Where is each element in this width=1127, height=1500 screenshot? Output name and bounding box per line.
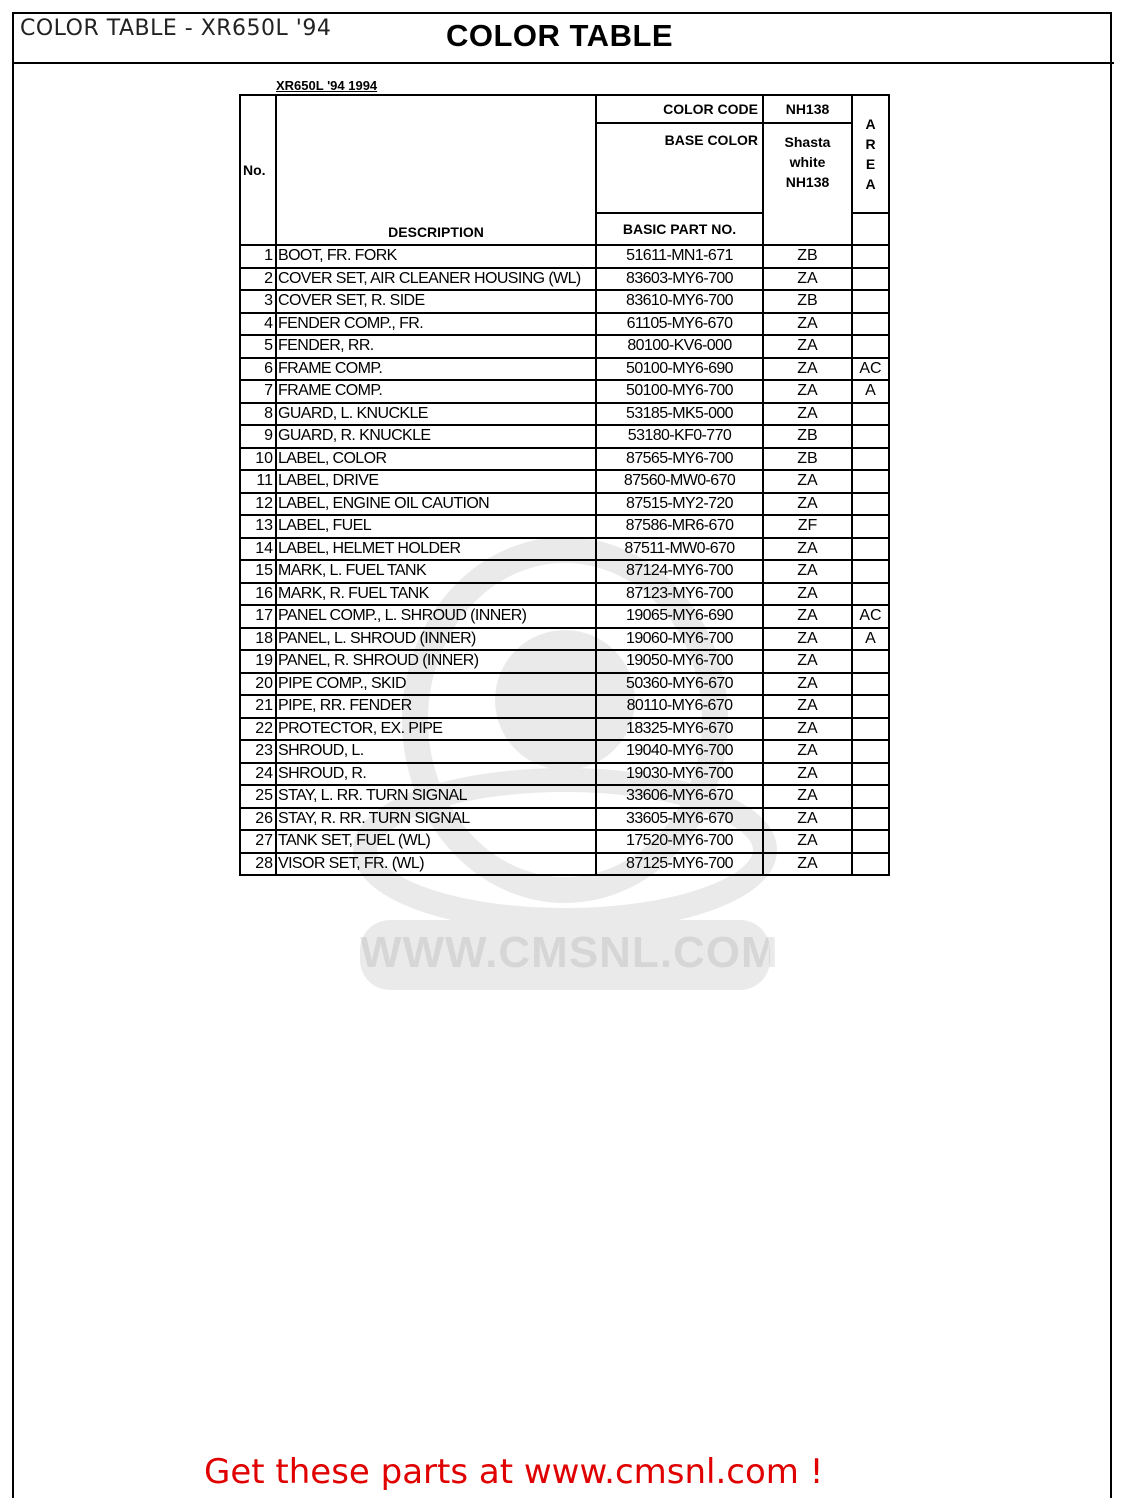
footer-link[interactable]: Get these parts at www.cmsnl.com ! (204, 1452, 824, 1492)
row-color-code: ZA (763, 785, 852, 808)
row-number: 27 (240, 830, 276, 853)
row-color-code: ZA (763, 335, 852, 358)
color-table (239, 94, 890, 876)
row-area (852, 853, 889, 876)
row-area (852, 290, 889, 313)
row-description: FENDER, RR. (276, 335, 596, 358)
row-part-number: 50100-MY6-700 (596, 380, 763, 403)
row-description: FENDER COMP., FR. (276, 313, 596, 336)
row-part-number: 61105-MY6-670 (596, 313, 763, 336)
row-number: 24 (240, 763, 276, 786)
row-description: FRAME COMP. (276, 358, 596, 381)
row-part-number: 87511-MW0-670 (596, 538, 763, 561)
row-area (852, 515, 889, 538)
row-description: STAY, R. RR. TURN SIGNAL (276, 808, 596, 831)
header-area: A R E A (852, 95, 889, 213)
row-color-code: ZA (763, 695, 852, 718)
row-area (852, 245, 889, 268)
row-color-code: ZB (763, 245, 852, 268)
header-code-value: NH138 (763, 95, 852, 123)
row-description: PIPE, RR. FENDER (276, 695, 596, 718)
row-description: LABEL, COLOR (276, 448, 596, 471)
row-number: 8 (240, 403, 276, 426)
table-row (240, 763, 889, 786)
row-color-code: ZA (763, 853, 852, 876)
header-divider (12, 62, 1114, 64)
row-number: 25 (240, 785, 276, 808)
row-color-code: ZA (763, 605, 852, 628)
row-color-code: ZA (763, 493, 852, 516)
table-row (240, 425, 889, 448)
row-number: 28 (240, 853, 276, 876)
row-area: A (852, 628, 889, 651)
row-area (852, 673, 889, 696)
row-number: 14 (240, 538, 276, 561)
row-part-number: 19030-MY6-700 (596, 763, 763, 786)
row-part-number: 80110-MY6-670 (596, 695, 763, 718)
row-color-code: ZA (763, 718, 852, 741)
row-part-number: 87565-MY6-700 (596, 448, 763, 471)
model-label: XR650L '94 1994 (276, 78, 378, 93)
row-part-number: 87125-MY6-700 (596, 853, 763, 876)
row-description: MARK, L. FUEL TANK (276, 560, 596, 583)
table-row (240, 628, 889, 651)
row-part-number: 33605-MY6-670 (596, 808, 763, 831)
row-part-number: 87586-MR6-670 (596, 515, 763, 538)
row-area (852, 740, 889, 763)
row-color-code: ZA (763, 380, 852, 403)
row-number: 16 (240, 583, 276, 606)
watermark-text: WWW.CMSNL.COM (360, 928, 779, 977)
row-number: 7 (240, 380, 276, 403)
table-row (240, 785, 889, 808)
row-color-code: ZA (763, 268, 852, 291)
row-color-code: ZA (763, 808, 852, 831)
table-row (240, 830, 889, 853)
row-area: A (852, 380, 889, 403)
table-row (240, 403, 889, 426)
row-part-number: 83603-MY6-700 (596, 268, 763, 291)
table-row (240, 560, 889, 583)
row-number: 17 (240, 605, 276, 628)
row-number: 1 (240, 245, 276, 268)
row-color-code: ZA (763, 403, 852, 426)
row-number: 15 (240, 560, 276, 583)
row-part-number: 19040-MY6-700 (596, 740, 763, 763)
row-color-code: ZA (763, 740, 852, 763)
row-part-number: 17520-MY6-700 (596, 830, 763, 853)
header-no: No. (240, 95, 276, 245)
row-description: PANEL, L. SHROUD (INNER) (276, 628, 596, 651)
table-row (240, 808, 889, 831)
row-description: STAY, L. RR. TURN SIGNAL (276, 785, 596, 808)
row-area (852, 830, 889, 853)
row-part-number: 80100-KV6-000 (596, 335, 763, 358)
row-area (852, 335, 889, 358)
table-row (240, 358, 889, 381)
row-description: GUARD, R. KNUCKLE (276, 425, 596, 448)
row-description: VISOR SET, FR. (WL) (276, 853, 596, 876)
row-color-code: ZB (763, 290, 852, 313)
row-color-code: ZB (763, 448, 852, 471)
row-color-code: ZA (763, 583, 852, 606)
row-color-code: ZA (763, 673, 852, 696)
table-row (240, 493, 889, 516)
table-row (240, 853, 889, 876)
row-description: MARK, R. FUEL TANK (276, 583, 596, 606)
row-part-number: 53180-KF0-770 (596, 425, 763, 448)
row-area (852, 560, 889, 583)
row-description: GUARD, L. KNUCKLE (276, 403, 596, 426)
row-area (852, 313, 889, 336)
table-row (240, 380, 889, 403)
row-color-code: ZA (763, 628, 852, 651)
table-row (240, 695, 889, 718)
header-base-color: BASE COLOR (596, 123, 763, 213)
row-part-number: 33606-MY6-670 (596, 785, 763, 808)
table-row (240, 538, 889, 561)
row-area (852, 470, 889, 493)
table-row (240, 290, 889, 313)
row-number: 10 (240, 448, 276, 471)
row-number: 18 (240, 628, 276, 651)
page-title: COLOR TABLE (446, 18, 674, 53)
row-description: SHROUD, L. (276, 740, 596, 763)
header-description: DESCRIPTION (276, 95, 596, 245)
row-number: 5 (240, 335, 276, 358)
table-row (240, 448, 889, 471)
row-description: SHROUD, R. (276, 763, 596, 786)
row-part-number: 87560-MW0-670 (596, 470, 763, 493)
row-number: 19 (240, 650, 276, 673)
row-color-code: ZA (763, 313, 852, 336)
header-area-blank (852, 213, 889, 245)
row-description: LABEL, DRIVE (276, 470, 596, 493)
row-area (852, 538, 889, 561)
row-number: 3 (240, 290, 276, 313)
row-number: 2 (240, 268, 276, 291)
table-row (240, 335, 889, 358)
row-number: 26 (240, 808, 276, 831)
table-row (240, 313, 889, 336)
row-color-code: ZA (763, 538, 852, 561)
row-area (852, 583, 889, 606)
row-part-number: 18325-MY6-670 (596, 718, 763, 741)
row-description: PIPE COMP., SKID (276, 673, 596, 696)
row-color-code: ZA (763, 358, 852, 381)
row-area (852, 493, 889, 516)
table-row (240, 583, 889, 606)
row-color-code: ZA (763, 650, 852, 673)
table-row (240, 673, 889, 696)
row-area: AC (852, 358, 889, 381)
table-row (240, 245, 889, 268)
table-row (240, 605, 889, 628)
row-description: PANEL COMP., L. SHROUD (INNER) (276, 605, 596, 628)
row-part-number: 87124-MY6-700 (596, 560, 763, 583)
row-part-number: 50100-MY6-690 (596, 358, 763, 381)
row-area (852, 808, 889, 831)
row-description: LABEL, FUEL (276, 515, 596, 538)
row-description: PROTECTOR, EX. PIPE (276, 718, 596, 741)
row-number: 13 (240, 515, 276, 538)
row-description: COVER SET, R. SIDE (276, 290, 596, 313)
row-color-code: ZA (763, 763, 852, 786)
row-area: AC (852, 605, 889, 628)
row-area (852, 718, 889, 741)
row-description: LABEL, HELMET HOLDER (276, 538, 596, 561)
row-description: PANEL, R. SHROUD (INNER) (276, 650, 596, 673)
row-part-number: 87515-MY2-720 (596, 493, 763, 516)
row-number: 12 (240, 493, 276, 516)
row-description: LABEL, ENGINE OIL CAUTION (276, 493, 596, 516)
header-base-value: Shasta white NH138 (763, 123, 852, 245)
row-number: 20 (240, 673, 276, 696)
table-row (240, 718, 889, 741)
header-basic-part-no: BASIC PART NO. (596, 213, 763, 245)
row-number: 23 (240, 740, 276, 763)
row-number: 21 (240, 695, 276, 718)
row-part-number: 83610-MY6-700 (596, 290, 763, 313)
table-row (240, 515, 889, 538)
row-area (852, 425, 889, 448)
row-color-code: ZA (763, 830, 852, 853)
row-part-number: 19065-MY6-690 (596, 605, 763, 628)
row-description: BOOT, FR. FORK (276, 245, 596, 268)
row-part-number: 19050-MY6-700 (596, 650, 763, 673)
document-title: COLOR TABLE - XR650L '94 (20, 16, 332, 41)
row-area (852, 695, 889, 718)
row-description: COVER SET, AIR CLEANER HOUSING (WL) (276, 268, 596, 291)
row-color-code: ZF (763, 515, 852, 538)
row-part-number: 53185-MK5-000 (596, 403, 763, 426)
row-part-number: 50360-MY6-670 (596, 673, 763, 696)
row-color-code: ZB (763, 425, 852, 448)
row-description: FRAME COMP. (276, 380, 596, 403)
row-number: 11 (240, 470, 276, 493)
row-color-code: ZA (763, 560, 852, 583)
row-part-number: 51611-MN1-671 (596, 245, 763, 268)
table-row (240, 470, 889, 493)
row-part-number: 87123-MY6-700 (596, 583, 763, 606)
row-area (852, 763, 889, 786)
row-area (852, 650, 889, 673)
row-area (852, 403, 889, 426)
row-color-code: ZA (763, 470, 852, 493)
row-number: 4 (240, 313, 276, 336)
row-number: 22 (240, 718, 276, 741)
row-area (852, 268, 889, 291)
row-area (852, 448, 889, 471)
row-number: 9 (240, 425, 276, 448)
row-area (852, 785, 889, 808)
row-number: 6 (240, 358, 276, 381)
table-row (240, 740, 889, 763)
table-row (240, 650, 889, 673)
row-description: TANK SET, FUEL (WL) (276, 830, 596, 853)
row-part-number: 19060-MY6-700 (596, 628, 763, 651)
header-color-code: COLOR CODE (596, 95, 763, 123)
table-row (240, 268, 889, 291)
